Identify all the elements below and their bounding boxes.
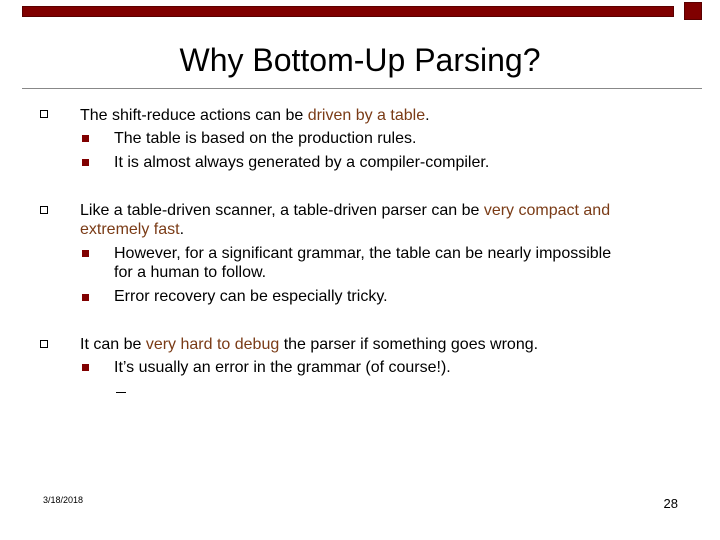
sub-bullet-square-icon xyxy=(82,250,89,257)
bullet-checkbox-icon xyxy=(40,206,48,214)
bullet-3-highlight: very hard to debug xyxy=(145,336,280,353)
slide-title: Why Bottom-Up Parsing? xyxy=(179,42,541,78)
sub-bullet-square-icon xyxy=(82,159,89,166)
bullet-3-part-3: the parser if something goes wrong. xyxy=(279,336,539,353)
bullet-3-subbullet-1: It’s usually an error in the grammar (of course!). xyxy=(114,359,451,376)
bullet-2-subbullet-2: Error recovery can be especially tricky. xyxy=(114,288,388,305)
text-cursor-mark xyxy=(116,392,126,393)
bullet-2-highlight-2: extremely fast xyxy=(80,221,180,238)
bullet-checkbox-icon xyxy=(40,340,48,348)
bullet-2-subbullet-1-line-2: for a human to follow. xyxy=(114,264,267,281)
sub-bullet-square-icon xyxy=(82,364,89,371)
bullet-1-highlight: driven by a table xyxy=(307,107,426,124)
bullet-2-subbullet-1-line-1: However, for a significant grammar, the table can be nearly impossible xyxy=(114,245,612,262)
bullet-2-part-1: Like a table-driven scanner, a xyxy=(80,202,294,219)
bullet-1-part-1: The shift-reduce actions can be xyxy=(80,107,308,124)
footer-date: 3/18/2018 xyxy=(43,495,84,505)
bullet-2-text-line-2 xyxy=(80,220,184,240)
page-number: 28 xyxy=(663,496,678,511)
bullet-2-period: . xyxy=(179,221,185,238)
bullet-2-part-3: can be xyxy=(426,202,484,219)
sub-bullet-square-icon xyxy=(82,135,89,142)
bullet-3-part-1: It can be xyxy=(80,336,146,353)
bullet-3-text xyxy=(80,335,538,355)
bullet-checkbox-icon xyxy=(40,110,48,118)
bullet-1-subbullet-1: The table is based on the production rules. xyxy=(114,130,417,147)
bullet-1-subbullet-2: It is almost always generated by a compiler-compiler. xyxy=(114,154,490,171)
bullet-2-part-2: table-driven parser xyxy=(293,202,427,219)
bullet-2-text-line-1 xyxy=(80,201,610,221)
bullet-1-part-3: . xyxy=(425,107,430,124)
sub-bullet-square-icon xyxy=(82,294,89,301)
bullet-2-highlight-1: very compact and xyxy=(483,202,611,219)
bullet-1-text xyxy=(80,106,430,126)
